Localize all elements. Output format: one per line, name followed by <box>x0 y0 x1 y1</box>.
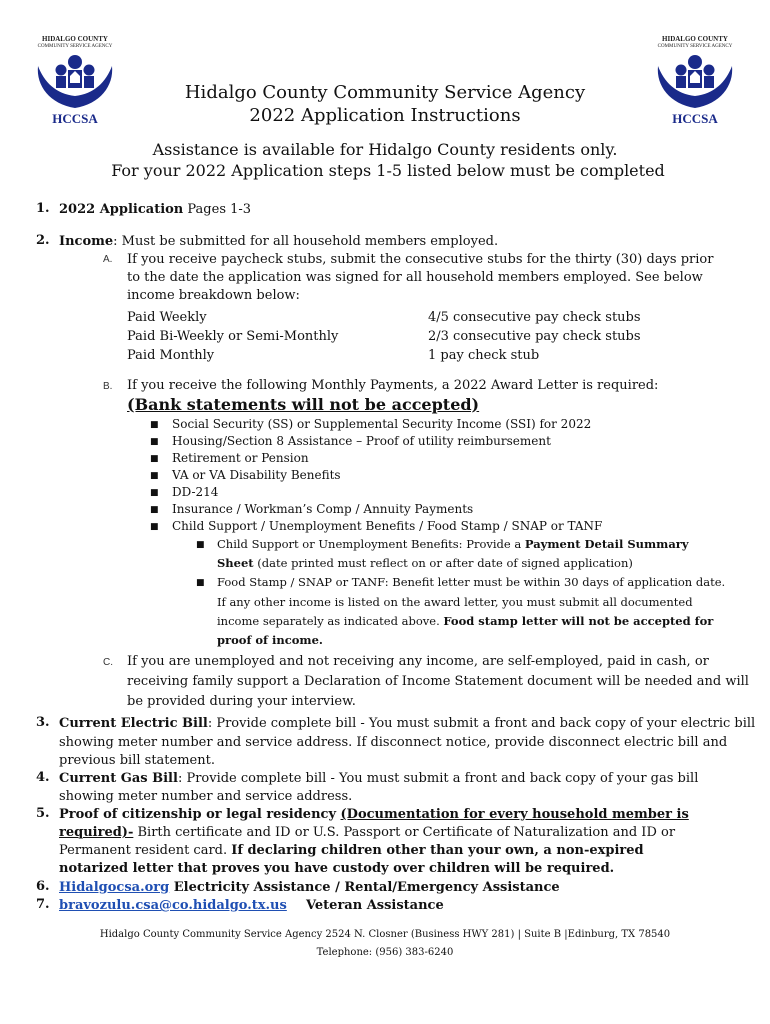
sub-bullet-text: proof of income. <box>217 633 323 647</box>
pay-requirement: 1 pay check stub <box>428 348 540 363</box>
bullet-icon: ■ <box>150 420 159 430</box>
bullet-icon: ■ <box>196 540 205 550</box>
sub-letter: A. <box>103 254 113 265</box>
bullet-item: Social Security (SS) or Supplemental Security Income (SSI) for 2022 <box>172 417 592 431</box>
logo-abbr: HCCSA <box>672 111 718 126</box>
item-number: 2. <box>36 233 50 248</box>
sub-bullet-text: Food Stamp / SNAP or TANF: Benefit letter must be within 30 days of application date. <box>217 575 726 589</box>
sub-letter: B. <box>103 381 113 392</box>
pay-requirement: 2/3 consecutive pay check stubs <box>428 329 641 344</box>
logo-org-name: HIDALGO COUNTY COMMUNITY SERVICE AGENCY <box>37 35 113 49</box>
veteran-assistance: Veteran Assistance <box>306 898 444 913</box>
bullet-item: Retirement or Pension <box>172 451 309 465</box>
item-citizenship: Permanent resident card. If declaring children other than your own, a non-expired <box>59 843 644 858</box>
item-electric-bill: previous bill statement. <box>59 753 215 768</box>
item-citizenship: notarized letter that proves you have custody over children will be required. <box>59 861 615 876</box>
item-application: 2022 Application Pages 1-3 <box>59 202 252 217</box>
bullet-item: Insurance / Workman’s Comp / Annuity Payments <box>172 502 474 516</box>
bank-statement-warning: (Bank statements will not be accepted) <box>127 395 480 414</box>
intro-line-2: For your 2022 Application steps 1-5 listed below must be completed <box>111 161 665 180</box>
logo-org-name: HIDALGO COUNTY COMMUNITY SERVICE AGENCY <box>657 35 733 49</box>
pay-frequency: Paid Weekly <box>127 310 207 325</box>
bullet-icon: ■ <box>196 578 205 588</box>
income-c-line: If you are unemployed and not receiving any income, are self-employed, paid in cash, or <box>127 654 709 669</box>
item-citizenship: required)- Birth certificate and ID or U.S. Passport or Certificate of Naturalization and ID or <box>59 825 676 840</box>
income-c-line: receiving family support a Declaration of Income Statement document will be needed and will <box>127 674 749 689</box>
item-electric-bill: Current Electric Bill: Provide complete bill - You must submit a front and back copy of your electric bill <box>59 716 756 731</box>
footer-address: Hidalgo County Community Service Agency 2524 N. Closner (Business HWY 281) | Suite B |Edinburg, TX 78540 <box>99 929 671 940</box>
sub-bullet-text: Child Support or Unemployment Benefits: Provide a Payment Detail Summary <box>217 537 689 551</box>
item-gas-bill: showing meter number and service address. <box>59 789 353 804</box>
bullet-item: DD-214 <box>172 485 219 499</box>
bullet-item: Housing/Section 8 Assistance – Proof of utility reimbursement <box>172 434 551 448</box>
income-a-line: If you receive paycheck stubs, submit the consecutive stubs for the thirty (30) days prior <box>127 252 714 267</box>
bullet-item: VA or VA Disability Benefits <box>172 468 341 482</box>
intro-line-1: Assistance is available for Hidalgo County residents only. <box>152 140 618 159</box>
item-gas-bill: Current Gas Bill: Provide complete bill - You must submit a front and back copy of your gas bill <box>59 771 699 786</box>
item-number: 4. <box>36 770 50 785</box>
income-c-line: be provided during your interview. <box>127 694 356 709</box>
item-income: Income: Must be submitted for all household members employed. <box>59 234 499 249</box>
sub-bullet-text: Sheet (date printed must reflect on or after date of signed application) <box>217 556 633 570</box>
item-number: 3. <box>36 715 50 730</box>
item-number: 1. <box>36 201 50 216</box>
sub-bullet-text: If any other income is listed on the award letter, you must submit all documented <box>217 595 693 609</box>
page-subtitle: 2022 Application Instructions <box>249 105 521 126</box>
item-number: 5. <box>36 806 50 821</box>
item-citizenship: Proof of citizenship or legal residency (Documentation for every household member is <box>59 807 689 822</box>
bullet-icon: ■ <box>150 454 159 464</box>
item-number: 6. <box>36 879 50 894</box>
bullet-icon: ■ <box>150 471 159 481</box>
income-a-line: to the date the application was signed for all household members employed. See below <box>127 270 703 285</box>
bullet-icon: ■ <box>150 522 159 532</box>
item-electric-bill: showing meter number and service address. If disconnect notice, provide disconnect electric bill and <box>59 735 728 750</box>
bullet-item: Child Support / Unemployment Benefits / Food Stamp / SNAP or TANF <box>172 519 603 533</box>
website-link[interactable]: Hidalgocsa.org <box>59 880 170 895</box>
income-b-line: If you receive the following Monthly Payments, a 2022 Award Letter is required: <box>127 378 659 393</box>
bullet-icon: ■ <box>150 505 159 515</box>
pay-requirement: 4/5 consecutive pay check stubs <box>428 310 641 325</box>
footer-phone: Telephone: (956) 383-6240 <box>316 947 454 958</box>
bullet-icon: ■ <box>150 488 159 498</box>
sub-bullet-text: income separately as indicated above. Food stamp letter will not be accepted for <box>217 614 714 628</box>
item-email <box>59 896 287 915</box>
pay-frequency: Paid Monthly <box>127 348 215 363</box>
income-a-line: income breakdown below: <box>127 288 300 303</box>
bullet-icon: ■ <box>150 437 159 447</box>
item-number: 7. <box>36 897 50 912</box>
pay-frequency: Paid Bi-Weekly or Semi-Monthly <box>127 329 339 344</box>
page-title: Hidalgo County Community Service Agency <box>184 82 586 103</box>
email-link[interactable]: bravozulu.csa@co.hidalgo.tx.us <box>59 898 287 913</box>
item-website: Hidalgocsa.org Electricity Assistance / Rental/Emergency Assistance <box>59 880 560 895</box>
sub-letter: C. <box>103 657 113 668</box>
logo-abbr: HCCSA <box>52 111 98 126</box>
